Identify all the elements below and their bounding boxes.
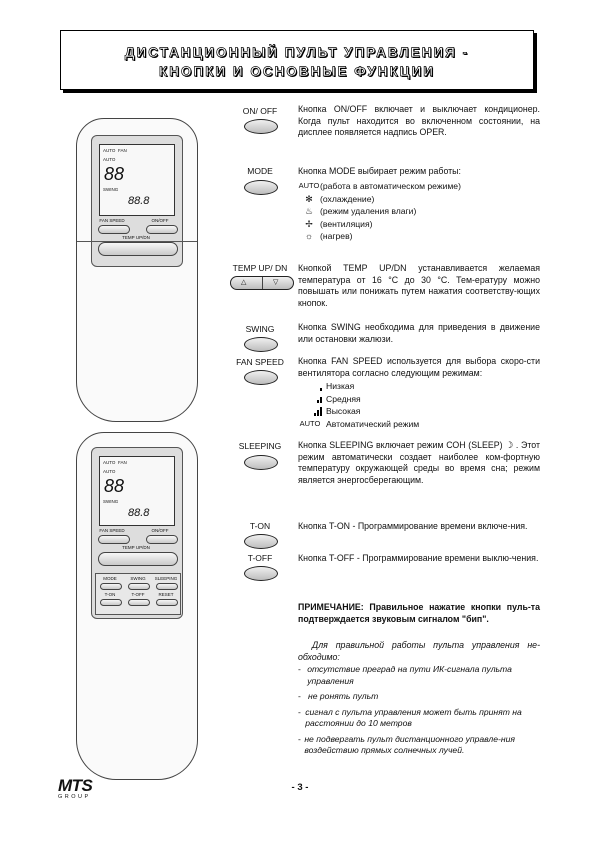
remote-illustration-basic bbox=[76, 118, 198, 422]
mode-item: ♨ (режим удаления влаги) bbox=[298, 205, 540, 218]
remote-sleeping-button[interactable] bbox=[156, 583, 178, 590]
onoff-button-icon bbox=[244, 119, 278, 134]
header-title-line1: ДИСТАНЦИОННЫЙ ПУЛЬТ УПРАВЛЕНИЯ - bbox=[124, 45, 470, 60]
toff-label: T-OFF bbox=[247, 553, 273, 563]
toff-button-icon bbox=[244, 566, 278, 581]
remote-front-panel: AUTO FAN AUTO 88 SWING 88.8 FAN SPEED ON/OFF TEMP UP/DN bbox=[91, 135, 183, 267]
note-list bbox=[298, 664, 540, 757]
up-triangle-icon: △ bbox=[241, 279, 247, 286]
sleeping-label: SLEEPING bbox=[238, 441, 282, 451]
remote-hidden-buttons: MODE SWING SLEEPING T-ON T-OFF RESET bbox=[95, 573, 181, 615]
mode-list bbox=[298, 180, 540, 243]
note-item: - не ронять пульт bbox=[298, 691, 379, 701]
remote-toff-button[interactable] bbox=[128, 599, 150, 606]
mode-item: AUTO (работа в автоматическом режиме) bbox=[298, 181, 461, 191]
remote-mode-button[interactable] bbox=[100, 583, 122, 590]
fanspeed-item: Высокая bbox=[298, 405, 540, 418]
fanspeed-description: Кнопка FAN SPEED используется для выбора скоро-сти вентилятора согласно следующим режимам: bbox=[298, 356, 540, 378]
remote-reset-button[interactable] bbox=[156, 599, 178, 606]
note-intro: Для правильной работы пульта управления не-обходимо: bbox=[298, 640, 540, 662]
temp-rocker-icon bbox=[230, 276, 294, 290]
sun-icon: ☼ bbox=[304, 231, 314, 241]
temp-description: Кнопкой TEMP UP/DN устанавливается желаемая температура от 16 °С до 30 °С. Тем-ературу можно повышать или понижать путем нажатия соответству-ющих кнопок. bbox=[298, 263, 540, 308]
swing-description: Кнопка SWING необходима для приведения в движение или остановки жалюзи. bbox=[298, 322, 540, 344]
mode-description: Кнопка MODE выбирает режим работы: bbox=[298, 166, 461, 176]
remote-front-panel: AUTO FAN AUTO 88 SWING 88.8 FAN SPEED ON/OFF TEMP UP/DN MODE SWING SLEEPING T-ON T-OFF RESET bbox=[91, 447, 183, 619]
fan-icon: ✢ bbox=[305, 218, 313, 229]
page-number: - 3 - bbox=[291, 782, 309, 793]
fanspeed-item: Средняя bbox=[298, 393, 540, 406]
speed-medium-icon bbox=[298, 394, 322, 403]
note-item: - отсутствие преград на пути ИК-сигнала пульта управления bbox=[298, 664, 512, 686]
swing-button-icon bbox=[244, 337, 278, 352]
mts-logo: MTS GROUP bbox=[58, 776, 93, 800]
fanspeed-item: Низкая bbox=[298, 380, 540, 393]
remote-onoff-button[interactable] bbox=[146, 225, 178, 234]
mode-label: MODE bbox=[247, 166, 273, 176]
fanspeed-list bbox=[298, 380, 540, 430]
remote-onoff-button[interactable] bbox=[146, 535, 178, 544]
ton-label: T-ON bbox=[249, 521, 271, 531]
remote-swing-button[interactable] bbox=[128, 583, 150, 590]
fanspeed-label: FAN SPEED bbox=[236, 357, 284, 367]
ton-button-icon bbox=[244, 534, 278, 549]
remote-illustration-full bbox=[76, 432, 198, 780]
remote-fan-speed-button[interactable] bbox=[98, 535, 130, 544]
down-triangle-icon: ▽ bbox=[273, 279, 279, 286]
toff-description: Кнопка T-OFF - Программирование времени выклю-чения. bbox=[298, 553, 539, 563]
onoff-description: Кнопка ON/OFF включает и выключает кондиционер. Когда пульт находится во включенном состоянии, на дисплее появляется надпись OPER. bbox=[298, 104, 540, 137]
fanspeed-item: AUTO Автоматический режим bbox=[299, 418, 420, 429]
dehumidify-icon: ♨ bbox=[304, 206, 314, 216]
temp-label: TEMP UP/ DN bbox=[232, 263, 288, 273]
ton-description: Кнопка T-ON - Программирование времени включе-ния. bbox=[298, 521, 528, 531]
mode-item: ✻ (охлаждение) bbox=[298, 193, 540, 206]
sleeping-description: Кнопка SLEEPING включает режим СОН (SLEEP) ☽ . Этот режим автоматически создает наиболее ком-фортную температуру окружающей среды во время сна; режим является энергосберегающим. bbox=[298, 440, 540, 485]
lcd-timer-digits: 88.8 bbox=[128, 195, 150, 207]
note-bold: ПРИМЕЧАНИЕ: Правильное нажатие кнопки пуль-та подтверждается звуковым сигналом "бип". bbox=[298, 602, 540, 624]
auto-icon: AUTO bbox=[298, 181, 320, 190]
remote-lcd: AUTO FAN AUTO 88 SWING 88.8 bbox=[99, 456, 175, 526]
remote-lcd: AUTO FAN AUTO 88 SWING 88.8 bbox=[99, 144, 175, 216]
page-header bbox=[60, 30, 534, 90]
note-item: - сигнал с пульта управления может быть принят на расстоянии до 10 метров bbox=[298, 706, 522, 728]
header-title-line2: КНОПКИ И ОСНОВНЫЕ ФУНКЦИИ bbox=[159, 64, 435, 79]
fanspeed-button-icon bbox=[244, 370, 278, 385]
remote-temp-rocker[interactable] bbox=[98, 242, 178, 256]
remote-temp-rocker[interactable] bbox=[98, 552, 178, 566]
mode-item: ✢ (вентиляция) bbox=[298, 218, 540, 231]
snowflake-icon: ✻ bbox=[305, 193, 313, 204]
remote-ton-button[interactable] bbox=[100, 599, 122, 606]
mode-button-icon bbox=[244, 180, 278, 195]
remote-cover-line bbox=[77, 241, 197, 242]
note-item: - не подвергать пульт дистанционного управле-ния воздействию прямых солнечных лучей. bbox=[298, 733, 515, 755]
onoff-label: ON/ OFF bbox=[242, 106, 278, 116]
sleeping-button-icon bbox=[244, 455, 278, 470]
auto-icon: AUTO bbox=[299, 418, 321, 428]
mode-item: ☼ (нагрев) bbox=[298, 230, 540, 243]
lcd-temp-digits: 88 bbox=[104, 164, 125, 184]
speed-low-icon bbox=[298, 382, 322, 391]
speed-high-icon bbox=[298, 407, 322, 416]
swing-label: SWING bbox=[245, 324, 275, 334]
remote-fan-speed-button[interactable] bbox=[98, 225, 130, 234]
